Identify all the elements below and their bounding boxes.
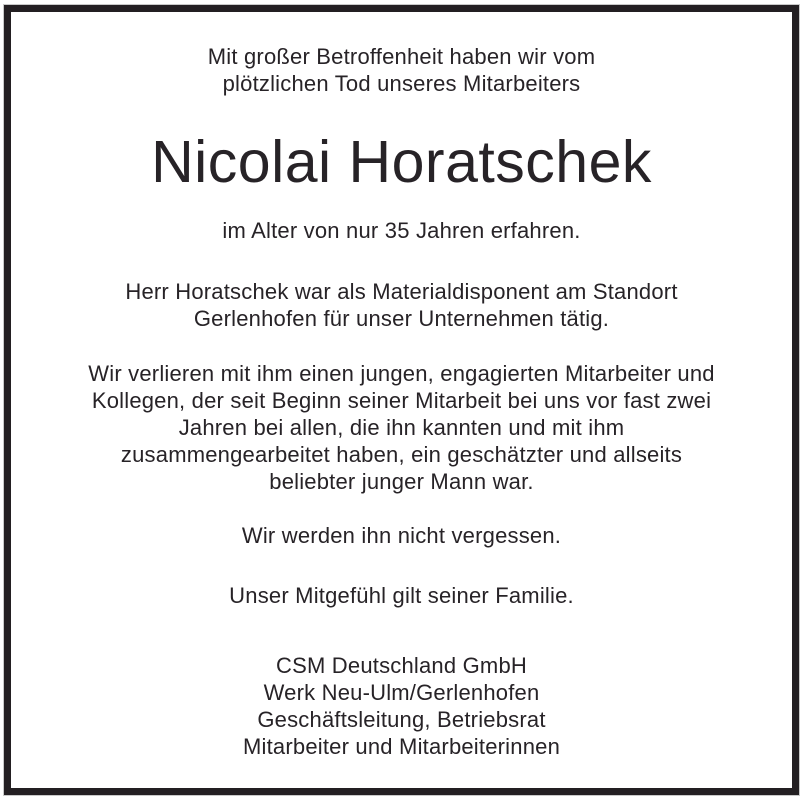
tribute-paragraph (11, 360, 792, 495)
role-line: Gerlenhofen für unser Unternehmen tätig. (193, 306, 610, 331)
age-line: im Alter von nur 35 Jahren erfahren. (222, 218, 581, 243)
tribute-line: Kollegen, der seit Beginn seiner Mitarbeit bei uns vor fast zwei (91, 388, 712, 413)
tribute-line: Wir verlieren mit ihm einen jungen, engagierten Mitarbeiter und (88, 361, 715, 386)
signature-management: Geschäftsleitung, Betriebsrat (257, 707, 546, 732)
intro-paragraph (11, 43, 792, 97)
intro-line: plötzlichen Tod unseres Mitarbeiters (222, 71, 581, 96)
tribute-line: Jahren bei allen, die ihn kannten und mit ihm (178, 415, 625, 440)
condolence-line: Unser Mitgefühl gilt seiner Familie. (229, 583, 574, 608)
signature-site: Werk Neu-Ulm/Gerlenhofen (263, 680, 540, 705)
deceased-name: Nicolai Horatschek (151, 129, 652, 195)
signature-block (11, 652, 792, 760)
role-line: Herr Horatschek war als Materialdisponent am Standort (125, 279, 678, 304)
obituary-border-frame (4, 5, 799, 795)
role-paragraph (11, 278, 792, 332)
tribute-line: beliebter junger Mann war. (269, 469, 534, 494)
signature-employees: Mitarbeiter und Mitarbeiterinnen (243, 734, 560, 759)
intro-line: Mit großer Betroffenheit haben wir vom (207, 44, 596, 69)
tribute-line: zusammengearbeitet haben, ein geschätzter und allseits (120, 442, 683, 467)
remembrance-line: Wir werden ihn nicht vergessen. (241, 523, 562, 548)
signature-company: CSM Deutschland GmbH (276, 653, 527, 678)
